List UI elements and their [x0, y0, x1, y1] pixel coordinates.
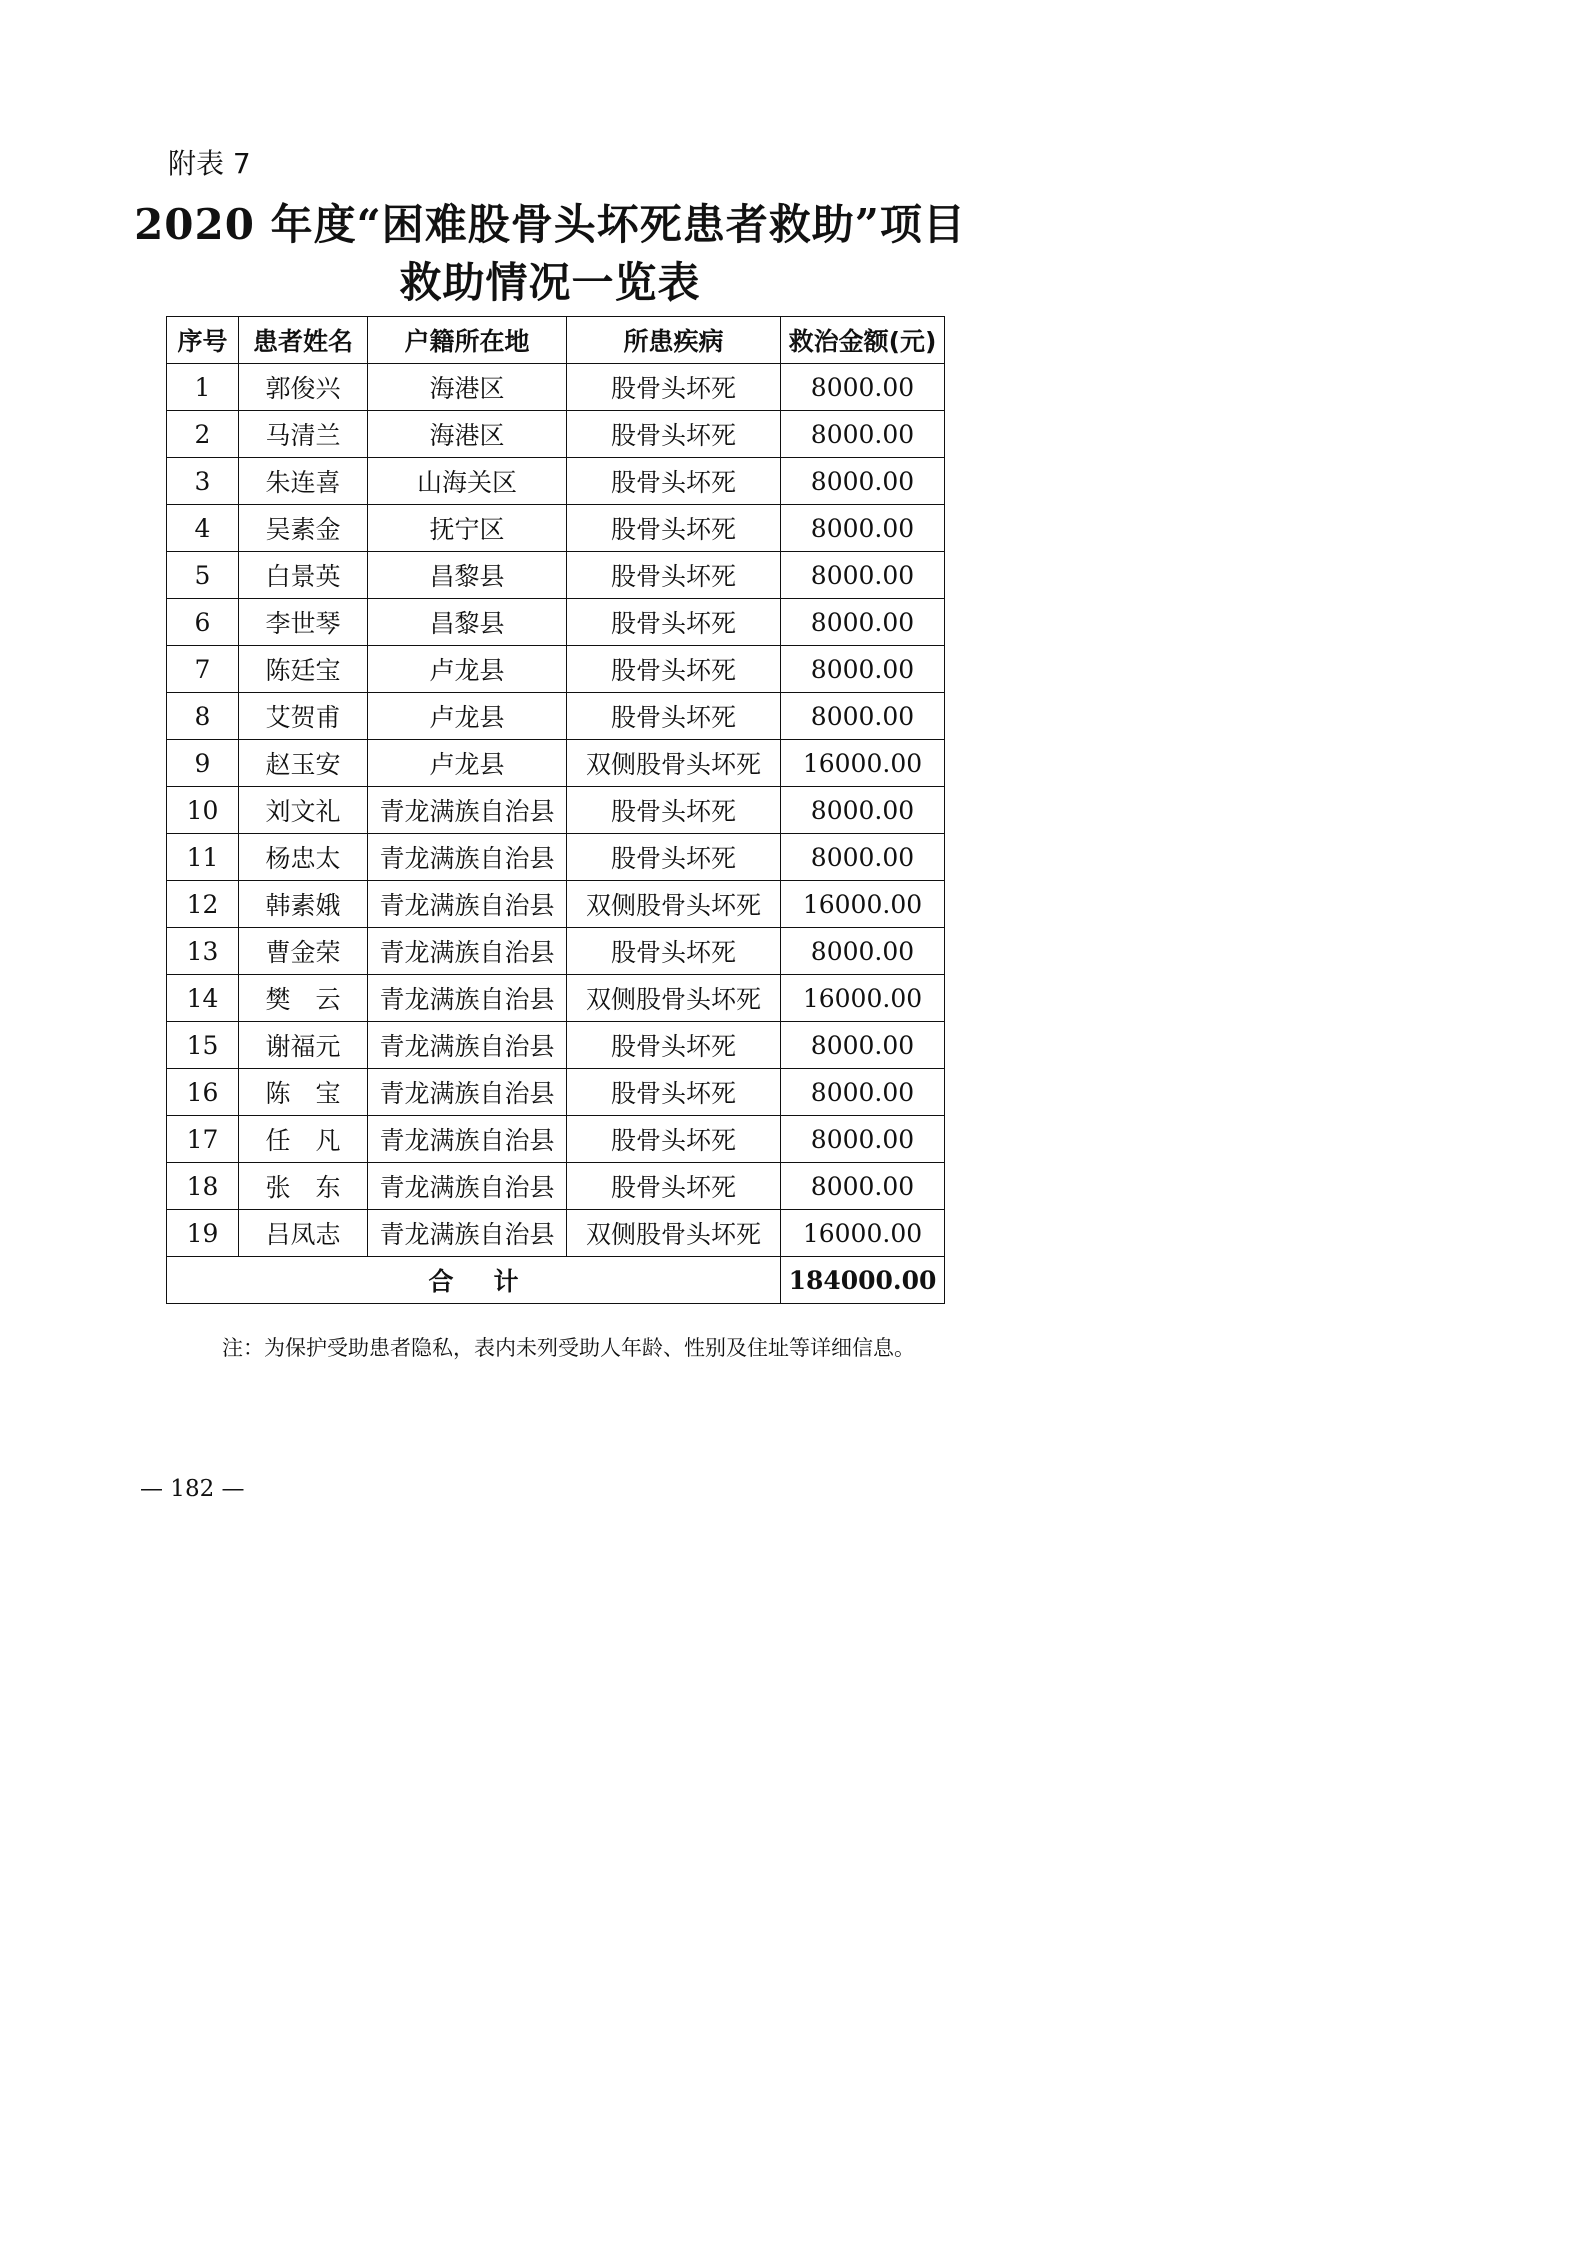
table-row: [167, 1069, 945, 1116]
residence: 青龙满族自治县: [368, 834, 567, 881]
page-number: — 182 —: [140, 1476, 245, 1502]
patient-name: 杨忠太: [239, 834, 368, 881]
row-index: 11: [167, 834, 239, 881]
row-index: 14: [167, 975, 239, 1022]
patient-name: 谢福元: [239, 1022, 368, 1069]
row-index: 17: [167, 1116, 239, 1163]
residence: 青龙满族自治县: [368, 1022, 567, 1069]
disease: 双侧股骨头坏死: [567, 1210, 781, 1257]
residence: 山海关区: [368, 458, 567, 505]
row-index: 2: [167, 411, 239, 458]
disease: 股骨头坏死: [567, 364, 781, 411]
residence: 青龙满族自治县: [368, 1210, 567, 1257]
patient-name: 张 东: [239, 1163, 368, 1210]
patient-name: 赵玉安: [239, 740, 368, 787]
disease: 股骨头坏死: [567, 411, 781, 458]
residence: 青龙满族自治县: [368, 975, 567, 1022]
patient-name: 韩素娥: [239, 881, 368, 928]
patient-name: 艾贺甫: [239, 693, 368, 740]
amount: 8000.00: [781, 505, 945, 552]
patient-name: 刘文礼: [239, 787, 368, 834]
total-row: [167, 1257, 945, 1304]
row-index: 7: [167, 646, 239, 693]
disease: 双侧股骨头坏死: [567, 881, 781, 928]
row-index: 15: [167, 1022, 239, 1069]
amount: 8000.00: [781, 1116, 945, 1163]
row-index: 12: [167, 881, 239, 928]
disease: 股骨头坏死: [567, 599, 781, 646]
table-row: [167, 787, 945, 834]
table-row: [167, 1210, 945, 1257]
table-row: [167, 599, 945, 646]
document-title-line2: 救助情况一览表: [399, 258, 701, 307]
disease: 股骨头坏死: [567, 1163, 781, 1210]
amount: 16000.00: [781, 1210, 945, 1257]
patient-name: 李世琴: [239, 599, 368, 646]
residence: 青龙满族自治县: [368, 928, 567, 975]
residence: 昌黎县: [368, 552, 567, 599]
amount: 16000.00: [781, 975, 945, 1022]
disease: 股骨头坏死: [567, 928, 781, 975]
row-index: 18: [167, 1163, 239, 1210]
header-index: 序号: [167, 317, 239, 364]
amount: 8000.00: [781, 411, 945, 458]
residence: 青龙满族自治县: [368, 1163, 567, 1210]
disease: 双侧股骨头坏死: [567, 740, 781, 787]
residence: 青龙满族自治县: [368, 1116, 567, 1163]
disease: 股骨头坏死: [567, 787, 781, 834]
total-amount: 184000.00: [781, 1257, 945, 1304]
table-row: [167, 975, 945, 1022]
table-row: [167, 693, 945, 740]
residence: 卢龙县: [368, 646, 567, 693]
amount: 8000.00: [781, 1163, 945, 1210]
patient-name: 郭俊兴: [239, 364, 368, 411]
table-row: [167, 740, 945, 787]
amount: 8000.00: [781, 364, 945, 411]
row-index: 6: [167, 599, 239, 646]
amount: 8000.00: [781, 1022, 945, 1069]
residence: 卢龙县: [368, 693, 567, 740]
amount: 8000.00: [781, 928, 945, 975]
patient-name: 白景英: [239, 552, 368, 599]
patient-name: 朱连喜: [239, 458, 368, 505]
table-header-row: [167, 317, 945, 364]
table-row: [167, 646, 945, 693]
amount: 8000.00: [781, 834, 945, 881]
annex-label: 附表 7: [168, 147, 251, 180]
residence: 青龙满族自治县: [368, 787, 567, 834]
row-index: 3: [167, 458, 239, 505]
patient-name: 陈 宝: [239, 1069, 368, 1116]
total-label: 合计: [167, 1257, 781, 1304]
amount: 8000.00: [781, 458, 945, 505]
patient-name: 马清兰: [239, 411, 368, 458]
row-index: 10: [167, 787, 239, 834]
amount: 16000.00: [781, 740, 945, 787]
disease: 股骨头坏死: [567, 552, 781, 599]
table-row: [167, 1163, 945, 1210]
row-index: 9: [167, 740, 239, 787]
patient-name: 吕凤志: [239, 1210, 368, 1257]
amount: 16000.00: [781, 881, 945, 928]
amount: 8000.00: [781, 599, 945, 646]
patient-name: 陈廷宝: [239, 646, 368, 693]
residence: 海港区: [368, 364, 567, 411]
amount: 8000.00: [781, 1069, 945, 1116]
assistance-table: [166, 316, 945, 1304]
table-row: [167, 411, 945, 458]
disease: 股骨头坏死: [567, 505, 781, 552]
row-index: 4: [167, 505, 239, 552]
patient-name: 樊 云: [239, 975, 368, 1022]
row-index: 19: [167, 1210, 239, 1257]
row-index: 8: [167, 693, 239, 740]
disease: 股骨头坏死: [567, 1116, 781, 1163]
row-index: 5: [167, 552, 239, 599]
row-index: 13: [167, 928, 239, 975]
residence: 昌黎县: [368, 599, 567, 646]
table-row: [167, 881, 945, 928]
patient-name: 吴素金: [239, 505, 368, 552]
table-row: [167, 552, 945, 599]
patient-name: 任 凡: [239, 1116, 368, 1163]
table-row: [167, 928, 945, 975]
disease: 股骨头坏死: [567, 1022, 781, 1069]
disease: 股骨头坏死: [567, 834, 781, 881]
disease: 双侧股骨头坏死: [567, 975, 781, 1022]
row-index: 16: [167, 1069, 239, 1116]
amount: 8000.00: [781, 693, 945, 740]
row-index: 1: [167, 364, 239, 411]
disease: 股骨头坏死: [567, 1069, 781, 1116]
table-body: [167, 364, 945, 1257]
residence: 青龙满族自治县: [368, 881, 567, 928]
table-row: [167, 505, 945, 552]
table-row: [167, 1022, 945, 1069]
table-row: [167, 1116, 945, 1163]
header-disease: 所患疾病: [567, 317, 781, 364]
table-row: [167, 834, 945, 881]
privacy-note: 注：为保护受助患者隐私，表内未列受助人年龄、性别及住址等详细信息。: [222, 1336, 915, 1360]
residence: 卢龙县: [368, 740, 567, 787]
amount: 8000.00: [781, 552, 945, 599]
disease: 股骨头坏死: [567, 458, 781, 505]
header-name: 患者姓名: [239, 317, 368, 364]
table-row: [167, 364, 945, 411]
amount: 8000.00: [781, 646, 945, 693]
residence: 青龙满族自治县: [368, 1069, 567, 1116]
header-residence: 户籍所在地: [368, 317, 567, 364]
document-title-line1: 2020 年度“困难股骨头坏死患者救助”项目: [134, 200, 966, 249]
header-amount: 救治金额(元): [781, 317, 945, 364]
disease: 股骨头坏死: [567, 693, 781, 740]
amount: 8000.00: [781, 787, 945, 834]
patient-name: 曹金荣: [239, 928, 368, 975]
table-row: [167, 458, 945, 505]
residence: 抚宁区: [368, 505, 567, 552]
disease: 股骨头坏死: [567, 646, 781, 693]
residence: 海港区: [368, 411, 567, 458]
